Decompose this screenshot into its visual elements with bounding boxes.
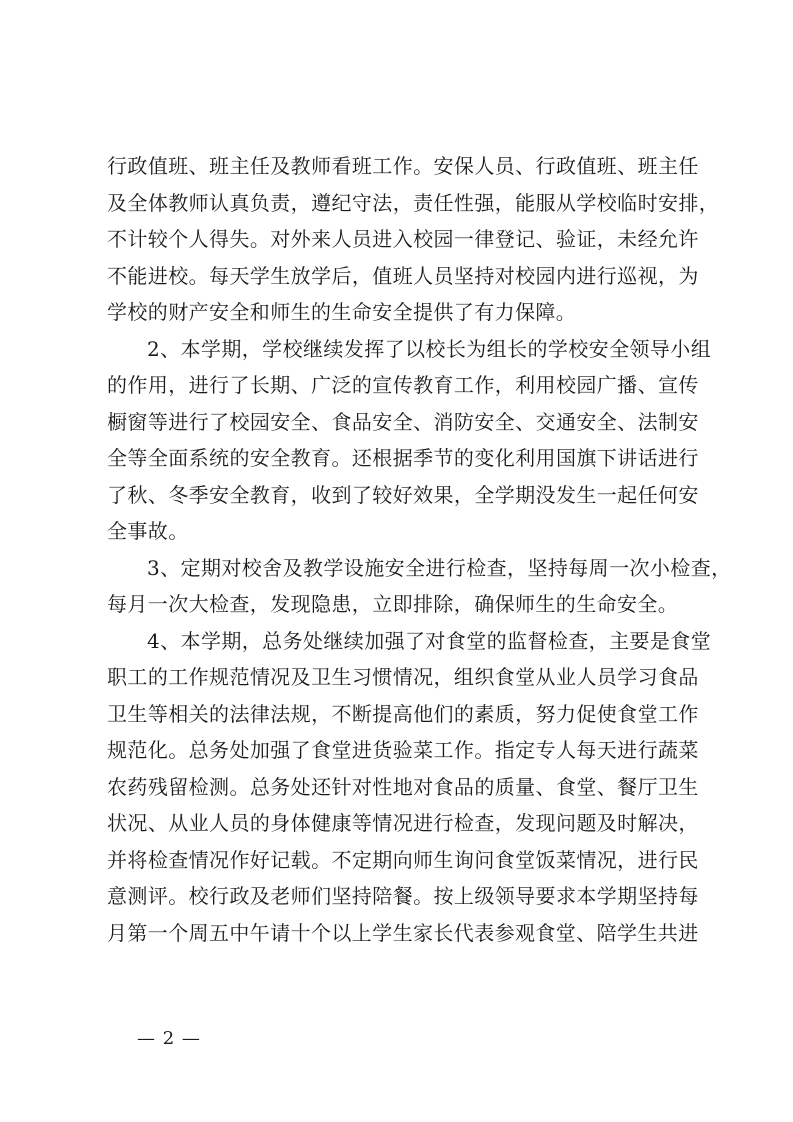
text-line: 及 全 体 教 师 认 真 负 责 ， 遵 纪 守 法 ， 责 任 性 强 ， 能 服 从 学 校 临 时 安 排 ， <box>107 190 720 215</box>
paragraph <box>107 550 732 623</box>
page-number: — 2 — <box>137 1028 201 1049</box>
text-line: 月第一个周五中午请十个以上学生家长代表参观食堂、陪学生共进 <box>107 920 699 945</box>
text-line: 学校的财产安全和师生的生命安全提供了有力保障。 <box>107 300 577 324</box>
text-line: 不 能 进 校 。 每 天 学 生 放 学 后 ， 值 班 人 员 坚 持 对 校 园 内 进 行 巡 视 ， 为 <box>107 263 699 288</box>
text-line: 全事故。 <box>107 519 189 543</box>
text-line: 每月一次大检查，发现隐患，立即排除，确保师生的生命安全。 <box>107 592 679 616</box>
text-line: 农 药 残 留 检 测 。 总 务 处 还 针 对 性 地 对 食 品 的 质 量 、 食 堂 、 餐 厅 卫 生 <box>107 774 699 799</box>
text-line: 并 将 检 查 情 况 作 好 记 载 。 不 定 期 向 师 生 询 问 食 堂 饭 菜 情 况 ， 进 行 民 <box>107 847 699 872</box>
paragraph <box>107 331 712 550</box>
paragraph <box>107 148 720 331</box>
text-line: 全 等 全 面 系 统 的 安 全 教 育 。 还 根 据 季 节 的 变 化 利 用 国 旗 下 讲 话 进 行 <box>107 446 699 470</box>
text-line: 了 秋 、 冬 季 安 全 教 育 ， 收 到 了 较 好 效 果 ， 全 学 期 没 发 生 一 起 任 何 安 <box>107 482 699 507</box>
text-line: 不 计 较 个 人 得 失 。 对 外 来 人 员 进 入 校 园 一 律 登 记 、 验 证 ， 未 经 允 许 <box>107 227 699 251</box>
text-line: 职 工 的 工 作 规 范 情 况 及 卫 生 习 惯 情 况 ， 组 织 食 堂 从 业 人 员 学 习 食 品 <box>107 665 699 689</box>
text-line: 3 、 定 期 对 校 舍 及 教 学 设 施 安 全 进 行 检 查 ， 坚 持 每 周 一 次 小 检 查 ， <box>147 555 732 580</box>
text-line: 状 况 、 从 业 人 员 的 身 体 健 康 等 情 况 进 行 检 查 ， 发 现 问 题 及 时 解 决 ， <box>107 811 699 835</box>
body-text <box>107 148 732 951</box>
text-line: 橱 窗 等 进 行 了 校 园 安 全 、 食 品 安 全 、 消 防 安 全 、 交 通 安 全 、 法 制 安 <box>107 409 699 434</box>
text-line: 4 、 本 学 期 ， 总 务 处 继 续 加 强 了 对 食 堂 的 监 督 检 查 ， 主 要 是 食 堂 <box>147 628 712 653</box>
text-line: 卫 生 等 相 关 的 法 律 法 规 ， 不 断 提 高 他 们 的 素 质 ， 努 力 促 使 食 堂 工 作 <box>107 701 699 726</box>
text-line: 规 范 化 。 总 务 处 加 强 了 食 堂 进 货 验 菜 工 作 。 指 定 专 人 每 天 进 行 蔬 菜 <box>107 738 699 762</box>
paragraph <box>107 623 712 952</box>
text-line: 意 测 评 。 校 行 政 及 老 师 们 坚 持 陪 餐 。 按 上 级 领 导 要 求 本 学 期 坚 持 每 <box>107 884 699 908</box>
text-line: 行 政 值 班 、 班 主 任 及 教 师 看 班 工 作 。 安 保 人 员 、 行 政 值 班 、 班 主 任 <box>107 154 699 178</box>
text-line: 2 、 本 学 期 ， 学 校 继 续 发 挥 了 以 校 长 为 组 长 的 学 校 安 全 领 导 小 组 <box>147 336 712 361</box>
text-line: 的 作 用 ， 进 行 了 长 期 、 广 泛 的 宣 传 教 育 工 作 ， 利 用 校 园 广 播 、 宣 传 <box>107 373 699 397</box>
